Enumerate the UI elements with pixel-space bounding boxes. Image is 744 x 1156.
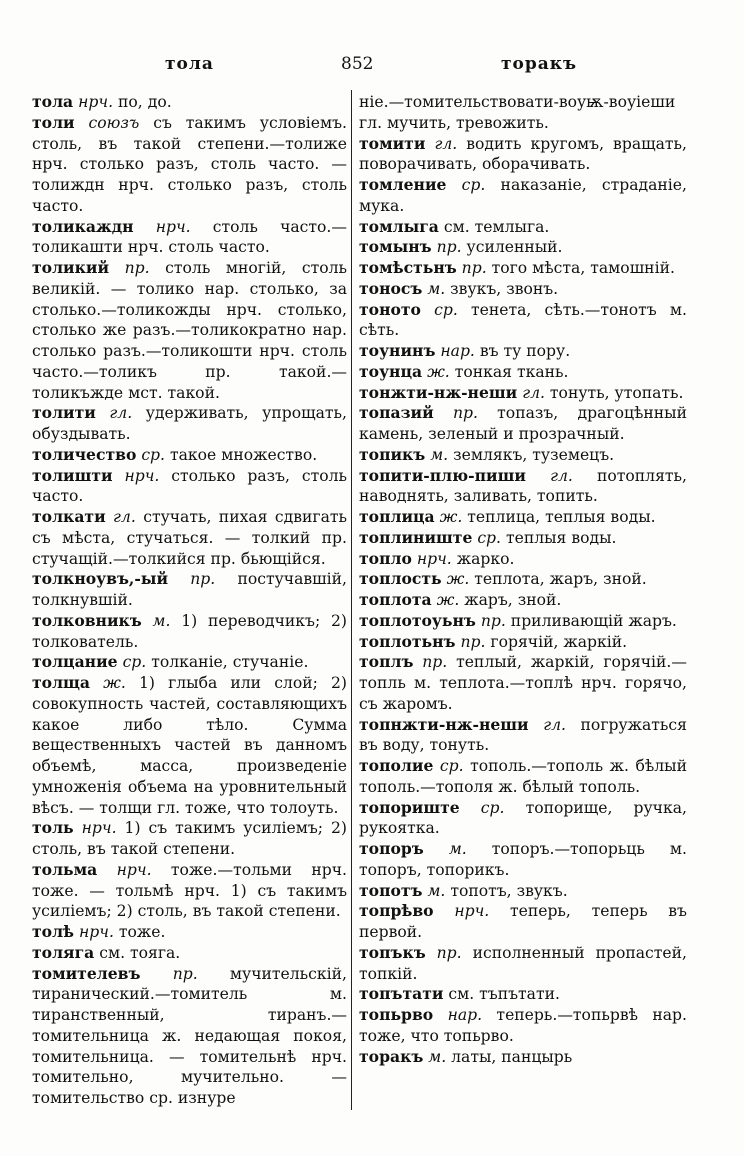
entry-definition: мучительскій, тиранический.—томитель м. тиранственный, тиранъ.—томительница ж. недающая покоя, томительница. — томительнѣ нрч. томительно, мучительно. — томительство ср. изнуре	[32, 964, 347, 1107]
entry-headword: топьрво	[359, 1005, 434, 1024]
entry-grammar-label: пр.	[480, 611, 506, 630]
entry-definition: тоже.—тольми нрч. тоже. — тольмѣ нрч. 1) съ такимъ усиліемъ; 2) столь, въ такой степени.	[32, 860, 347, 921]
entry-grammar-label: м.	[448, 840, 467, 858]
entry-headword: томлыга	[359, 216, 439, 236]
entry-definition: см. темлыга.	[438, 217, 550, 236]
entry-definition: теперь.—топьрвѣ нар. тоже, что топьрво.	[359, 1006, 687, 1045]
entry-grammar-label: нрч.	[78, 93, 114, 111]
dictionary-entry	[359, 881, 687, 902]
entry-definition: теперь, теперь въ первой.	[359, 902, 687, 941]
entry-headword: томителевъ	[32, 963, 141, 983]
entry-definition: приливающій жаръ.	[505, 611, 677, 630]
entry-headword: топити-плю-пиши	[359, 465, 526, 485]
entry-definition: 1) съ такимъ усиліемъ; 2) столь, въ такой степени.	[32, 819, 347, 858]
entry-headword: топлотоуьнъ	[359, 610, 476, 630]
dictionary-entry	[32, 818, 347, 860]
entry-grammar-label: нрч.	[79, 923, 114, 941]
entry-headword: толкноувъ,-ый	[32, 569, 169, 589]
entry-definition: звукъ, звонъ.	[445, 279, 559, 298]
entry-definition: того мѣста, тамошній.	[486, 259, 675, 277]
entry-headword: топазий	[359, 403, 434, 423]
entry-headword: толковникъ	[32, 610, 142, 630]
entry-definition: наказаніе, страданіе, мука.	[359, 176, 687, 215]
entry-definition: усиленный.	[461, 238, 563, 257]
dictionary-entry	[32, 217, 347, 259]
entry-headword: толишти	[32, 465, 113, 485]
entry-headword: толикий	[32, 258, 110, 277]
entry-headword: топътати	[359, 984, 444, 1004]
entry-headword: топлота	[359, 590, 432, 609]
entry-grammar-label: пр.	[172, 964, 198, 983]
dictionary-entry	[359, 569, 687, 590]
entry-grammar-label: пр.	[461, 259, 487, 277]
entry-definition: постучавшій, толкнувшій.	[32, 570, 347, 609]
entry-headword: топъкъ	[359, 942, 426, 962]
entry-grammar-label: ж.	[103, 674, 126, 692]
entry-definition: по, до.	[113, 93, 172, 111]
entry-grammar-label: пр.	[124, 259, 150, 277]
entry-headword: тоунинъ	[359, 341, 436, 360]
entry-headword: топлость	[359, 569, 442, 589]
entry-grammar-label: м.	[430, 445, 449, 464]
entry-grammar-label: гл.	[113, 508, 136, 526]
entry-grammar-label: ж.	[439, 508, 463, 526]
entry-definition: водить кругомъ, вращать, поворачивать, оборачивать.	[359, 134, 687, 174]
entry-grammar-label: нрч.	[454, 902, 490, 921]
entry-headword: тоносъ	[359, 278, 423, 298]
header-right-word: торакъ	[501, 54, 578, 74]
entry-grammar-label: нрч.	[155, 217, 191, 236]
entry-headword: топоръ	[359, 839, 424, 858]
dictionary-entry	[32, 943, 347, 964]
entry-headword: толѣ	[32, 922, 75, 941]
entry-grammar-label: гл.	[543, 715, 566, 734]
entry-definition: въ ту пору.	[474, 342, 571, 360]
entry-grammar-label: ср.	[434, 300, 458, 319]
entry-definition: теплый, жаркій, горячій.— топль м. теплота.—топлѣ нрч. горячо, съ жаромъ.	[359, 653, 687, 713]
dictionary-entry	[359, 528, 687, 549]
dictionary-entry	[359, 984, 687, 1005]
entry-headword: топло	[359, 548, 412, 568]
entry-grammar-label: нар.	[440, 342, 475, 360]
dictionary-entry	[359, 445, 687, 466]
dictionary-entry	[32, 673, 347, 818]
entry-headword: топлотьнъ	[359, 631, 456, 651]
entry-grammar-label: нрч.	[416, 549, 452, 568]
entry-headword: толити	[32, 403, 96, 423]
entry-headword: томѣстьнъ	[359, 258, 457, 277]
dictionary-entry	[359, 798, 687, 840]
entry-headword: тополие	[359, 756, 434, 775]
dictionary-entry	[32, 258, 347, 403]
entry-headword: толи	[32, 112, 75, 132]
entry-definition: такое множество.	[165, 445, 318, 464]
dictionary-entry	[359, 237, 687, 258]
entry-definition: исполненный пропастей, топкій.	[359, 943, 687, 983]
entry-definition: тонкая ткань.	[449, 362, 569, 381]
entry-headword: толичество	[32, 444, 137, 464]
entry-definition: см. тъпътати.	[443, 985, 560, 1004]
entry-headword: тоунца	[359, 361, 423, 381]
entry-grammar-label: пр.	[422, 653, 448, 672]
dictionary-entry	[359, 611, 687, 632]
entry-headword: томление	[359, 175, 447, 194]
entry-definition: столь многій, столь великій. — толико нар. столько, за столько.—толикожды нрч. столько, столько же разъ.—толикократно нар. столько разъ.—толикошти нрч. столь часто.—толикъ пр. такой.—толикъжде мст. такой.	[32, 259, 347, 402]
dictionary-entry	[359, 175, 687, 217]
entry-headword: топориште	[359, 797, 460, 817]
entry-headword: тола	[32, 92, 74, 111]
entry-grammar-label: ж.	[427, 362, 450, 381]
entry-definition: см. тояга.	[94, 943, 181, 962]
entry-definition: стучать, пихая сдвигать съ мѣста, стучаться. — толкий пр. стучащій.—толкийся пр. бьющійся.	[32, 508, 347, 568]
entry-headword: топикъ	[359, 444, 426, 464]
entry-definition: теплыя воды.	[501, 528, 617, 547]
dictionary-entry	[359, 217, 687, 238]
header-left-word: тола	[165, 54, 214, 74]
dictionary-entry	[359, 279, 687, 300]
entry-grammar-label: нрч.	[116, 860, 152, 879]
entry-grammar-label: ср.	[461, 176, 486, 194]
entry-definition: погружаться въ воду, тонуть.	[359, 715, 687, 755]
entry-grammar-label: нрч.	[81, 819, 117, 838]
entry-headword: томынъ	[359, 237, 432, 257]
dictionary-entry	[359, 756, 687, 798]
entry-grammar-label: ср.	[141, 445, 166, 464]
dictionary-entry	[359, 652, 687, 714]
entry-grammar-label: гл.	[434, 134, 458, 153]
entry-grammar-label: пр.	[190, 570, 216, 589]
dictionary-entry	[359, 632, 687, 653]
entry-grammar-label: союзъ	[88, 113, 140, 132]
entry-definition: теплота, жаръ, зной.	[469, 570, 647, 589]
dictionary-entry	[359, 92, 687, 134]
dictionary-entry	[359, 943, 687, 985]
entry-definition: тонуть, утопать.	[544, 383, 684, 402]
entry-headword: торакъ	[359, 1046, 424, 1066]
dictionary-entry	[359, 901, 687, 943]
dictionary-entry	[359, 1005, 687, 1047]
entry-definition: латы, панцырь	[446, 1047, 573, 1066]
entry-headword: толяга	[32, 942, 95, 962]
dictionary-entry	[32, 611, 347, 653]
entry-headword: толща	[32, 673, 91, 692]
entry-grammar-label: гл.	[522, 383, 545, 402]
dictionary-entry	[32, 445, 347, 466]
entry-definition: топорище, ручка, рукоятка.	[359, 798, 687, 838]
dictionary-entry	[32, 92, 347, 113]
dictionary-entry	[32, 113, 347, 217]
entry-headword: толкати	[32, 507, 106, 526]
dictionary-entry	[359, 300, 687, 342]
entry-grammar-label: пр.	[460, 632, 486, 651]
dictionary-entry	[359, 258, 687, 279]
entry-grammar-label: нрч.	[124, 466, 160, 485]
entry-grammar-label: м.	[427, 279, 446, 298]
entry-headword: толцание	[32, 652, 118, 672]
entry-headword: толикаждн	[32, 216, 134, 236]
entry-definition: толканіе, стучаніе.	[146, 653, 309, 672]
entry-definition: теплица, теплыя воды.	[462, 508, 656, 526]
entry-definition: топазъ, драгоцѣнный камень, зеленый и прозрачный.	[359, 404, 687, 443]
entry-definition: 1) переводчикъ; 2) толкователь.	[32, 611, 347, 651]
entry-grammar-label: гл.	[109, 404, 133, 423]
entry-definition: столько разъ, столь часто.	[32, 466, 347, 506]
entry-grammar-label: пр.	[452, 404, 478, 423]
dictionary-entry	[359, 590, 687, 611]
entry-definition: удерживать, упрощать, обуздывать.	[32, 404, 347, 443]
dictionary-entry	[359, 549, 687, 570]
entry-definition: 1) глыба или слой; 2) совокупность частей, составляющихъ какое либо тѣло. Сумма вещественныхъ частей въ данномъ объемѣ, масса, произведеніе умноженія объема на уровнительный вѣсъ. — толщи гл. тоже, что толоуть.	[32, 674, 347, 817]
dictionary-entry	[359, 1047, 687, 1068]
entry-headword: томити	[359, 133, 426, 153]
entry-definition: ніе.—томительствовати-воуѭ-воуіеши гл. мучить, тревожить.	[359, 93, 676, 132]
entry-grammar-label: гл.	[550, 466, 573, 485]
entry-grammar-label: ср.	[477, 528, 502, 547]
entry-headword: топлъ	[359, 652, 414, 672]
entry-definition: столь часто.—толикашти нрч. столь часто.	[32, 217, 347, 257]
entry-definition: тоже.	[113, 923, 166, 941]
entry-definition: тополь.—тополь ж. бѣлый тополь.—тополя ж. бѣлый тополь.	[359, 757, 687, 796]
dictionary-entry	[359, 507, 687, 528]
dictionary-entry	[359, 839, 687, 881]
entry-headword: топрѣво	[359, 901, 434, 921]
dictionary-entry	[32, 466, 347, 508]
dictionary-entry	[359, 383, 687, 404]
dictionary-entry	[359, 466, 687, 508]
dictionary-entry	[32, 860, 347, 922]
dictionary-entry	[32, 922, 347, 943]
dictionary-entry	[359, 362, 687, 383]
entry-definition: тенета, сѣть.—тонотъ м. сѣть.	[359, 300, 687, 340]
entry-definition: горячій, жаркій.	[485, 632, 628, 651]
dictionary-entry	[32, 569, 347, 611]
entry-headword: тонжти-нж-неши	[359, 382, 518, 402]
column-divider	[351, 90, 352, 1110]
entry-grammar-label: ср.	[122, 653, 147, 672]
entry-definition: съ такимъ условіемъ. столь, въ такой степени.—толиже нрч. столько разъ, столь часто. — толиждн нрч. столько разъ, столь часто.	[32, 113, 347, 215]
dictionary-entry	[359, 134, 687, 176]
entry-headword: толь	[32, 818, 74, 838]
entry-definition: жаръ, зной.	[459, 591, 562, 609]
dictionary-entry	[32, 507, 347, 569]
entry-grammar-label: м.	[428, 1047, 447, 1066]
entry-grammar-label: ж.	[436, 591, 460, 609]
entry-headword: тоното	[359, 299, 421, 319]
dictionary-entry	[359, 341, 687, 362]
entry-headword: тольма	[32, 859, 98, 879]
entry-grammar-label: ж.	[446, 570, 470, 589]
entry-definition: топоръ.—топорьць м. топоръ, топорикъ.	[359, 840, 687, 879]
entry-headword: топотъ	[359, 880, 423, 900]
entry-headword: топнжти-нж-неши	[359, 714, 529, 734]
dictionary-entry	[32, 964, 347, 1109]
dictionary-entry	[32, 652, 347, 673]
entry-grammar-label: нар.	[447, 1006, 483, 1024]
entry-grammar-label: пр.	[436, 238, 462, 257]
dictionary-entry	[32, 403, 347, 445]
entry-definition: топотъ, звукъ.	[445, 881, 568, 900]
entry-grammar-label: м.	[427, 881, 446, 900]
entry-grammar-label: пр.	[436, 943, 462, 962]
entry-definition: потоплять, наводнять, заливать, топить.	[359, 466, 687, 506]
left-column	[32, 92, 347, 1109]
dictionary-entry	[359, 715, 687, 757]
entry-grammar-label: ср.	[480, 798, 505, 817]
entry-grammar-label: м.	[152, 611, 171, 630]
dictionary-entry	[359, 403, 687, 445]
entry-definition: землякъ, туземецъ.	[448, 445, 615, 464]
page-number: 852	[341, 54, 374, 74]
entry-grammar-label: ср.	[439, 757, 464, 775]
entry-headword: топлиниште	[359, 527, 473, 547]
entry-headword: топлица	[359, 507, 435, 526]
right-column	[359, 92, 687, 1067]
entry-definition: жарко.	[451, 549, 515, 568]
